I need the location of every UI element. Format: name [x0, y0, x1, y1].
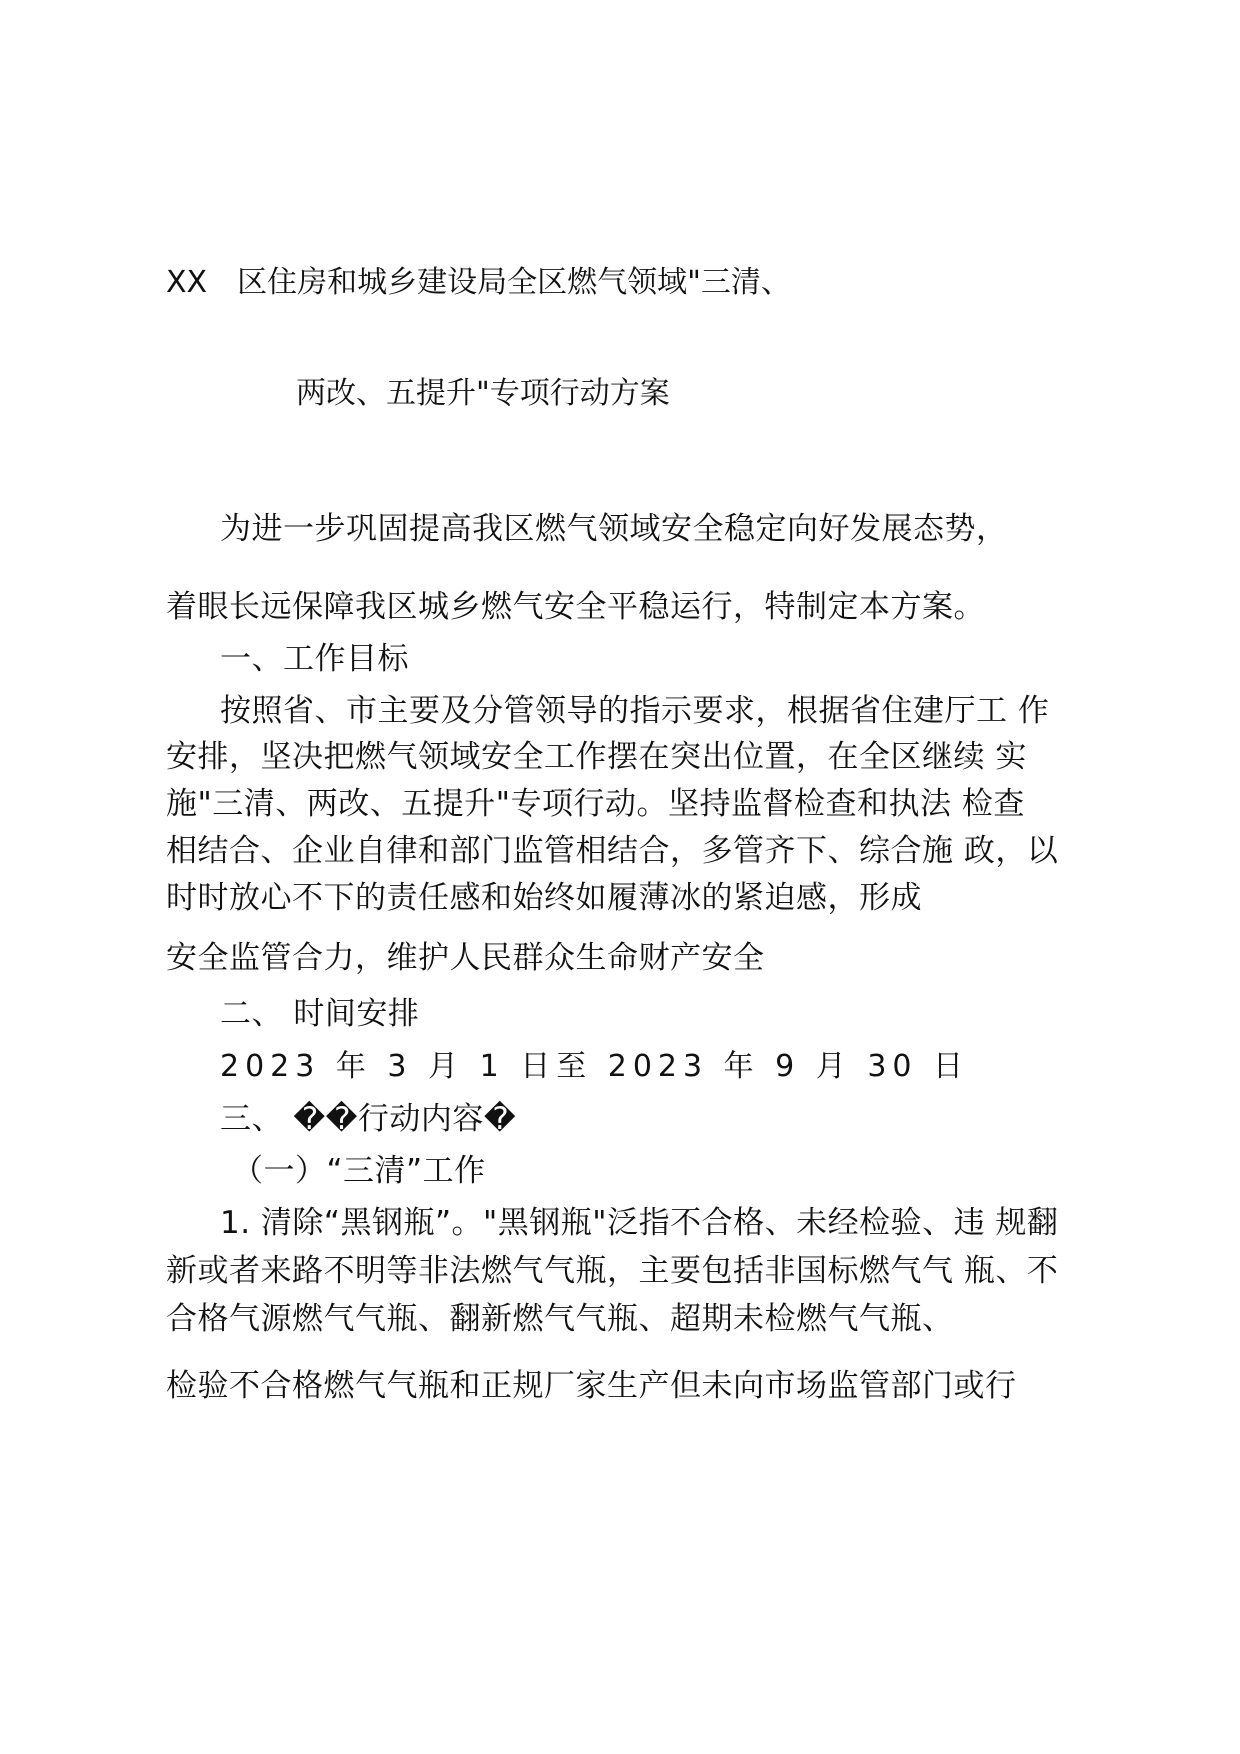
intro-line-2: 着眼长远保障我区城乡燃气安全平稳运行，特制定本方案。 — [166, 589, 985, 625]
section-3-subheading: （一）“三清”工作 — [232, 1153, 486, 1189]
section-3-line-3: 合格气源燃气气瓶、翻新燃气气瓶、超期未检燃气气瓶、 — [166, 1301, 954, 1337]
title-line-1: XX 区住房和城乡建设局全区燃气领域"三清、 — [166, 265, 791, 300]
section-3-line-2: 新或者来路不明等非法燃气气瓶，主要包括非国标燃气气 瓶、不 — [166, 1253, 1059, 1289]
section-2-heading: 二、 时间安排 — [220, 996, 420, 1032]
schedule-date: 2023 年 3 月 1 日至 2023 年 9 月 30 日 — [220, 1049, 970, 1084]
section-1-line-5: 时时放心不下的责任感和始终如履薄冰的紧迫感，形成 — [166, 880, 922, 916]
section-3-line-4: 检验不合格燃气气瓶和正规厂家生产但未向市场监管部门或行 — [166, 1368, 1017, 1404]
section-3-line-1: 1. 清除“黑钢瓶”。"黑钢瓶"泛指不合格、未经检验、违 规翻 — [220, 1205, 1059, 1241]
section-1-heading: 一、工作目标 — [220, 641, 409, 677]
intro-line-1: 为进一步巩固提高我区燃气领域安全稳定向好发展态势， — [220, 511, 1008, 547]
section-1-line-6: 安全监管合力，维护人民群众生命财产安全 — [166, 940, 765, 976]
section-1-line-1: 按照省、市主要及分管领导的指示要求，根据省住建厅工 作 — [220, 693, 1050, 729]
section-3-heading: 三、 ��行动内容� — [220, 1101, 517, 1137]
section-1-line-3: 施"三清、两改、五提升"专项行动。坚持监督检查和执法 检查 — [166, 786, 1025, 822]
section-1-line-2: 安排，坚决把燃气领域安全工作摆在突出位置，在全区继续 实 — [166, 739, 1027, 775]
section-1-line-4: 相结合、企业自律和部门监管相结合，多管齐下、综合施 政，以 — [166, 833, 1059, 869]
title-line-2: 两改、五提升"专项行动方案 — [296, 376, 670, 411]
